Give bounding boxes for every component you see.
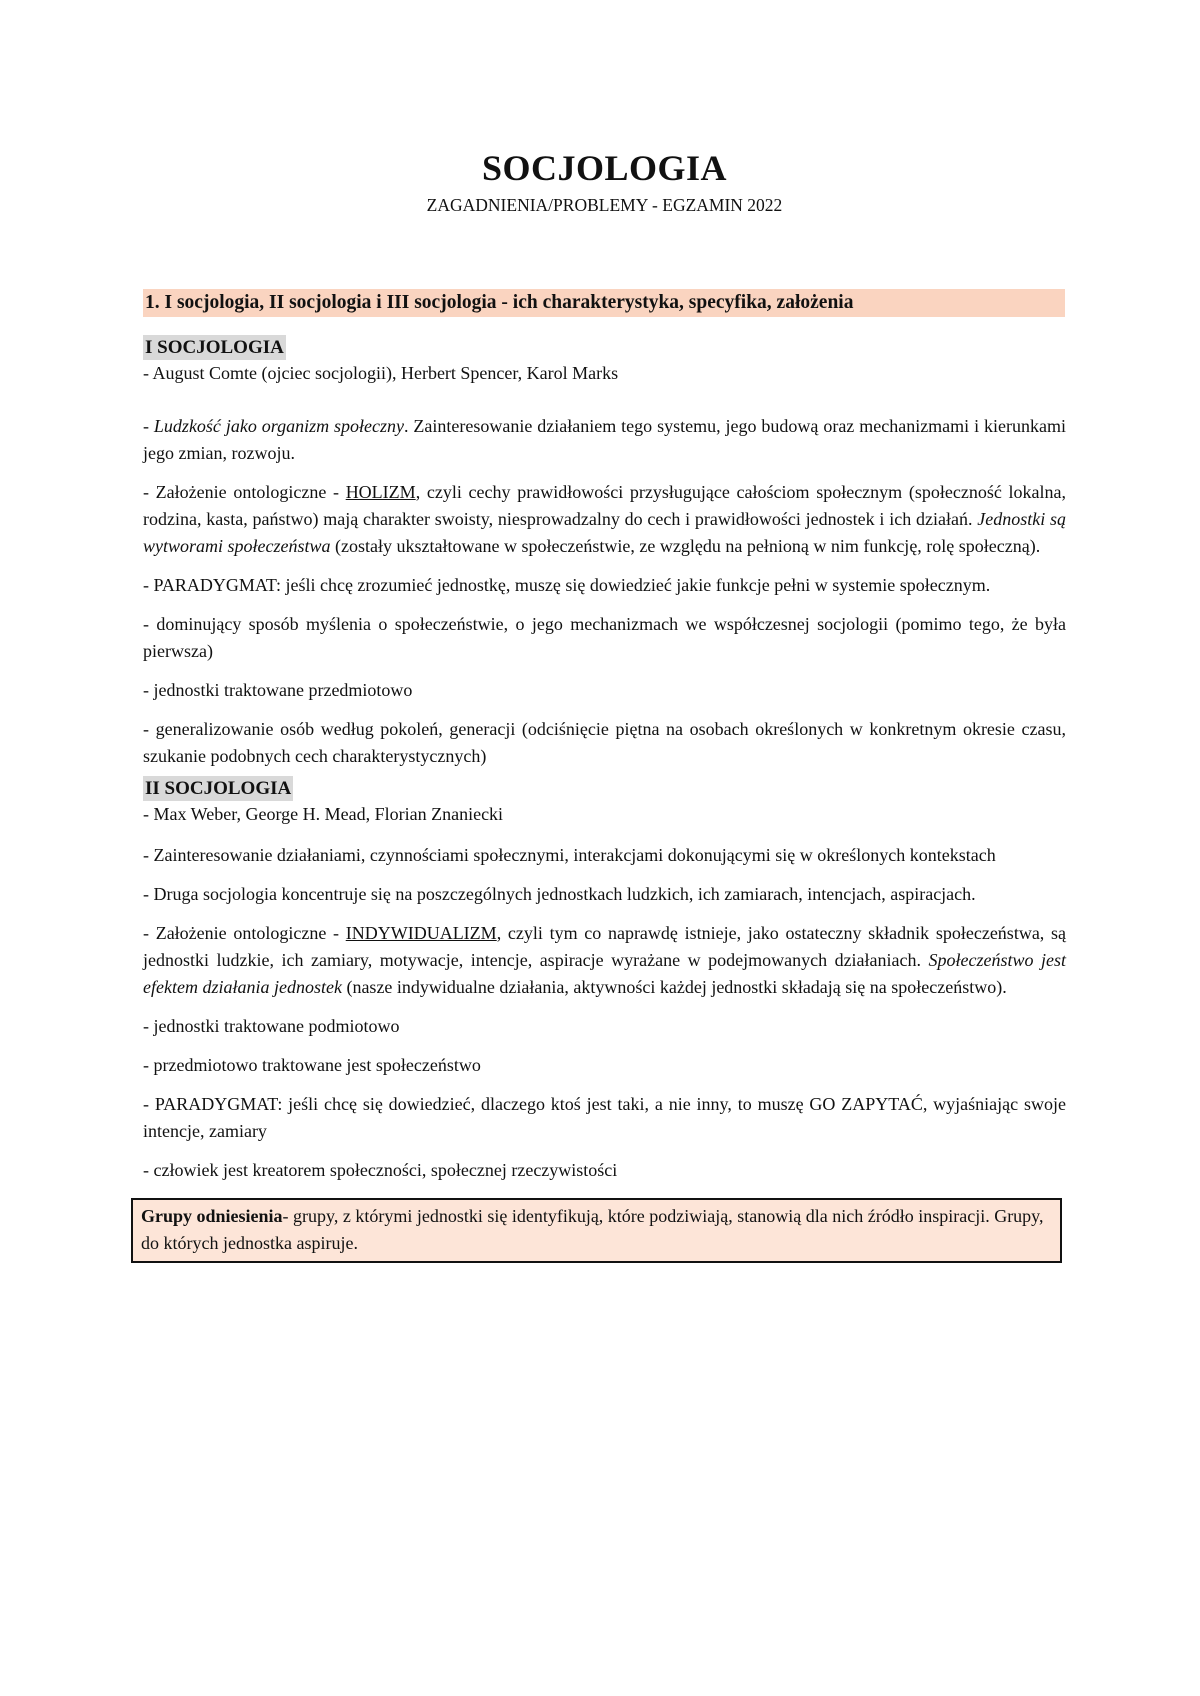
text-rest: (nasze indywidualne działania, aktywności każdej jednostki składają się na społeczeństwo).	[341, 977, 1007, 997]
text-mid: , czyli tym co naprawdę istnieje, jako ostateczny składnik społeczeństwa, są jednostki ludzkie, ich zamiary, motywacje, intencje, aspiracje wyrażane w podejmowanych działaniach.	[143, 923, 1066, 970]
text-prefix: - Założenie ontologiczne -	[143, 923, 346, 943]
underlined-term: HOLIZM	[345, 482, 416, 502]
first-sociology-paragraph	[143, 479, 1066, 560]
text-rest: . Zainteresowanie działaniem tego systemu, jego budową oraz mechanizmami i kierunkami jego zmian, rozwoju.	[143, 416, 1066, 463]
first-sociology-heading: I SOCJOLOGIA	[145, 337, 284, 358]
document-content	[143, 148, 1066, 1263]
second-sociology-paragraph	[143, 920, 1066, 1001]
second-sociology-paragraph: - Druga socjologia koncentruje się na poszczególnych jednostkach ludzkich, ich zamiarach, intencjach, aspiracjach.	[143, 884, 976, 904]
text-rest: (zostały ukształtowane w społeczeństwie, ze względu na pełnioną w nim funkcję, rolę społeczną).	[330, 536, 1041, 556]
first-sociology-block	[143, 335, 1066, 770]
second-sociology-paragraph: - PARADYGMAT: jeśli chcę się dowiedzieć, dlaczego ktoś jest taki, a nie inny, to muszę GO ZAPYTAĆ, wyjaśniając swoje intencje, zamiary	[143, 1094, 1066, 1141]
reference-groups-definition: - grupy, z którymi jednostki się identyfikują, które podziwiają, stanowią dla nich źródło inspiracji. Grupy, do których jednostka aspiruje.	[141, 1206, 1044, 1253]
first-sociology-paragraph: - PARADYGMAT: jeśli chcę zrozumieć jednostkę, muszę się dowiedzieć jakie funkcje pełni w systemie społecznym.	[143, 575, 991, 595]
text-prefix: - Założenie ontologiczne -	[143, 482, 346, 502]
text-prefix: -	[143, 416, 154, 436]
reference-groups-term: Grupy odniesienia	[141, 1206, 283, 1226]
first-sociology-paragraph: - dominujący sposób myślenia o społeczeństwie, o jego mechanizmach we współczesnej socjologii (pomimo tego, że była pierwsza)	[143, 614, 1066, 661]
italic-phrase: Społeczeństwo jest efektem działania jednostek	[143, 950, 1066, 997]
text-mid: , czyli cechy prawidłowości przysługujące całościom społecznym (społeczność lokalna, rodzina, kasta, państwo) mają charakter swoisty, niesprowadzalny do cech i prawidłowości jednostek i ich działań.	[143, 482, 1066, 529]
second-sociology-authors: - Max Weber, George H. Mead, Florian Znaniecki	[143, 804, 504, 824]
second-sociology-paragraph: - człowiek jest kreatorem społeczności, społecznej rzeczywistości	[143, 1160, 618, 1180]
second-sociology-block	[143, 776, 1066, 1184]
first-sociology-paragraph: - jednostki traktowane przedmiotowo	[143, 680, 413, 700]
first-sociology-paragraph: - generalizowanie osób według pokoleń, generacji (odciśnięcie piętna na osobach określonych w konkretnym okresie czasu, szukanie podobnych cech charakterystycznych)	[143, 719, 1066, 766]
second-sociology-paragraph: - jednostki traktowane podmiotowo	[143, 1016, 400, 1036]
second-sociology-paragraph: - przedmiotowo traktowane jest społeczeństwo	[143, 1055, 481, 1075]
reference-groups-text	[141, 1203, 1052, 1257]
second-sociology-paragraph: - Zainteresowanie działaniami, czynnościami społecznymi, interakcjami dokonującymi się w określonych kontekstach	[143, 845, 996, 865]
underlined-term: INDYWIDUALIZM	[345, 923, 497, 943]
section-heading: 1. I socjologia, II socjologia i III socjologia - ich charakterystyka, specyfika, założenia	[143, 289, 1065, 317]
first-sociology-paragraph	[143, 413, 1066, 467]
document-title: SOCJOLOGIA	[481, 148, 728, 188]
second-sociology-heading: II SOCJOLOGIA	[145, 778, 292, 799]
reference-groups-box	[131, 1198, 1062, 1263]
first-sociology-authors: - August Comte (ojciec socjologii), Herbert Spencer, Karol Marks	[143, 363, 619, 383]
document-subtitle: ZAGADNIENIA/PROBLEMY - EGZAMIN 2022	[426, 195, 783, 215]
italic-phrase: Ludzkość jako organizm społeczny	[153, 416, 404, 436]
italic-phrase: Jednostki są wytworami społeczeństwa	[143, 509, 1066, 556]
